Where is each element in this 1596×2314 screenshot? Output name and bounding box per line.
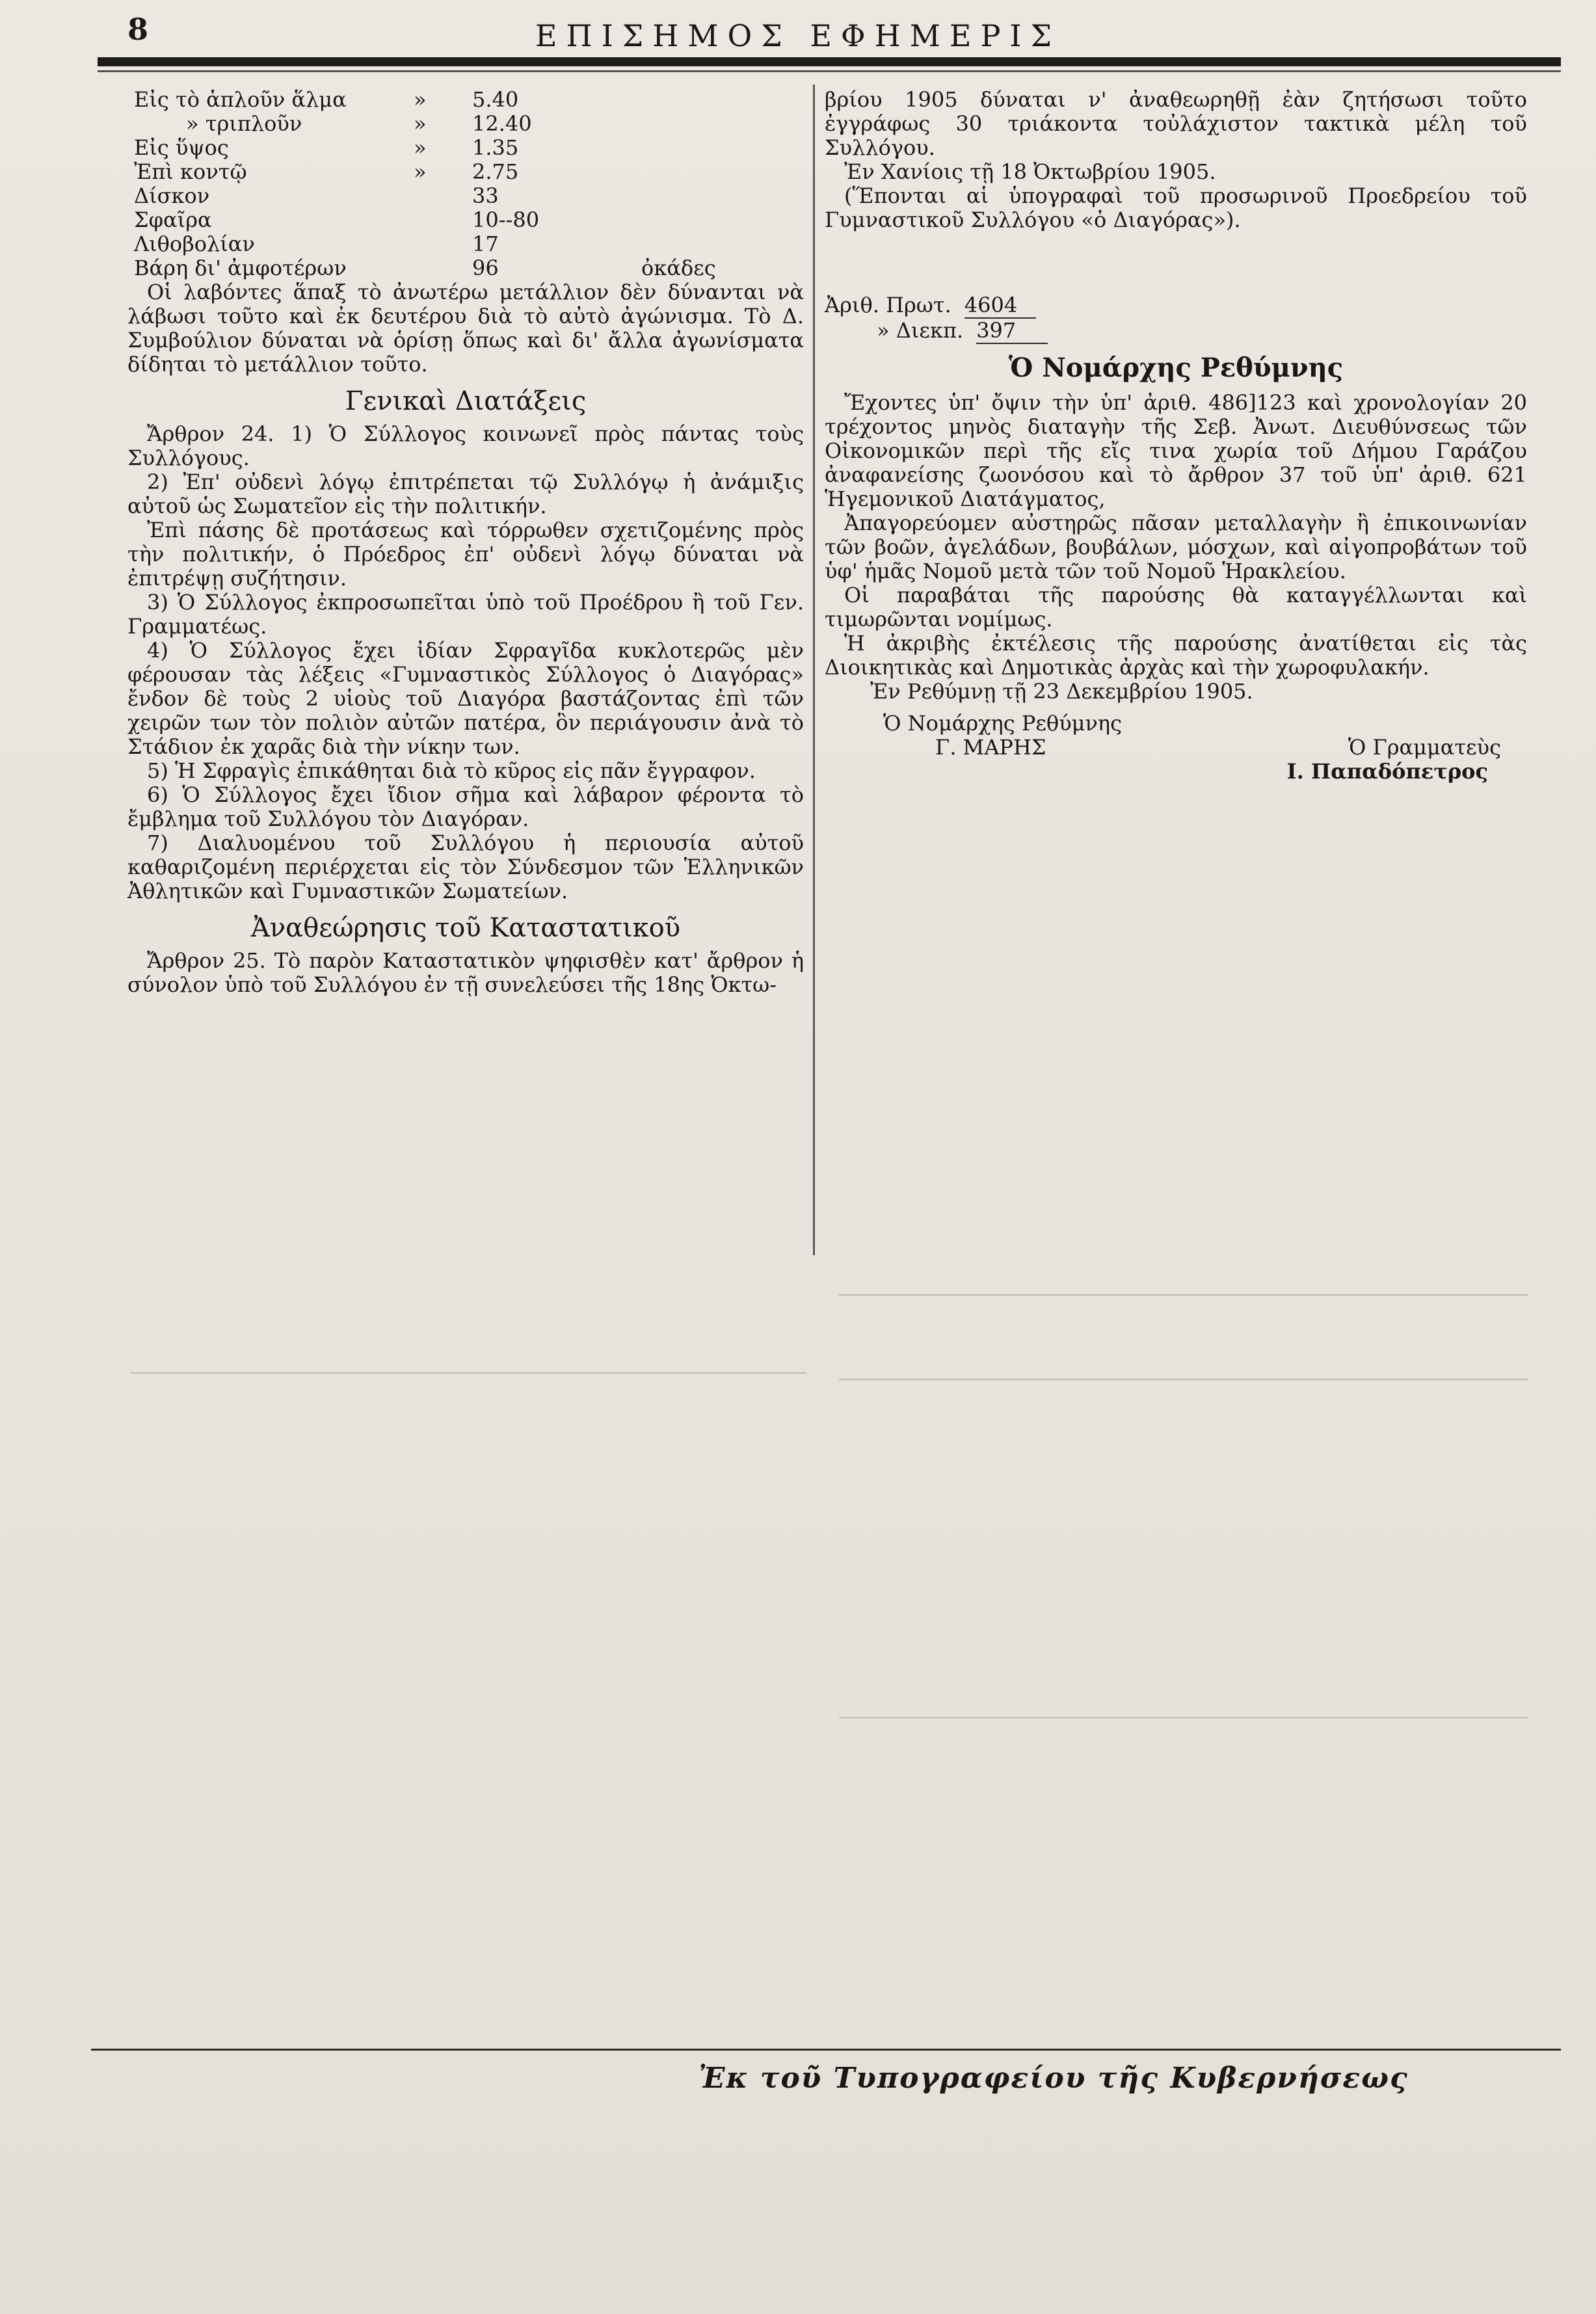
dispatch-number-label: » Διεκπ. [877, 318, 964, 343]
header-rule [98, 57, 1561, 66]
ditto-mark [414, 184, 472, 208]
protocol-number-label: Ἀριθ. Πρωτ. [825, 293, 951, 317]
article-24-clause-7: 7) Διαλυομένου τοῦ Συλλόγου ἡ περιουσία αὐτοῦ καθαριζομένη περιέρχεται εἰς τὸν Σύνδεσμον τῶν Ἑλληνικῶν Ἀθλητικῶν καὶ Γυμναστικῶν Σωματείων. [127, 831, 804, 903]
measurement-value: 10--80 [472, 207, 540, 232]
measurement-label: Ἐπὶ κοντῷ [134, 159, 247, 184]
execution-paragraph: Ἡ ἀκριβὴς ἐκτέλεσις τῆς παρούσης ἀνατίθεται εἰς τὰς Διοικητικὰς καὶ Δημοτικὰς ἀρχὰς καὶ τὴν χωροφυλακήν. [825, 631, 1527, 680]
ditto-mark: » [414, 159, 427, 184]
measurement-row [127, 88, 804, 112]
measurement-row [127, 232, 804, 256]
measurement-unit [641, 160, 771, 184]
column-divider [813, 85, 815, 1255]
right-column [825, 88, 1527, 784]
measurement-value: 2.75 [472, 159, 519, 184]
header-rule-thin [98, 70, 1561, 72]
measurement-label: Δίσκον [134, 183, 210, 208]
section-heading-general: Γενικαὶ Διατάξεις [345, 386, 587, 416]
measurement-label: Βάρη δι' ἀμφοτέρων [134, 256, 347, 280]
protocol-number-row [825, 293, 1527, 319]
article-24-clause-3: 3) Ὁ Σύλλογος ἐκπροσωπεῖται ὑπὸ τοῦ Προέδρου ἢ τοῦ Γεν. Γραμματέως. [127, 590, 804, 639]
measurement-unit [641, 112, 771, 136]
measurement-row [127, 256, 804, 280]
measurement-value: 96 [472, 256, 499, 280]
measurement-row [127, 208, 804, 232]
measurement-unit [641, 136, 771, 160]
dispatch-number-row [825, 319, 1527, 344]
protocol-number-value: 4604 [964, 293, 1036, 319]
nomarch-signature-title: Ὁ Νομάρχης Ρεθύμνης [883, 711, 1122, 736]
printer-imprint: Ἐκ τοῦ Τυπογραφείου τῆς Κυβερνήσεως [698, 2062, 1409, 2095]
dispatch-number-value: 397 [976, 319, 1048, 344]
bleed-through-rule [839, 1294, 1528, 1296]
winners-paragraph: Οἱ λαβόντες ἅπαξ τὸ ἀνωτέρω μετάλλιον δὲν δύνανται νὰ λάβωσι τοῦτο καὶ ἐκ δευτέρου διὰ τὸ αὐτὸ ἀγώνισμα. Τὸ Δ. Συμβούλιον δύναται νὰ ὁρίσῃ ὅπως καὶ δι' ἄλλα ἀγωνίσματα δίδηται τὸ μετάλλιον τοῦτο. [127, 280, 804, 377]
considering-paragraph: Ἔχοντες ὑπ' ὄψιν τὴν ὑπ' ἀριθ. 486]123 καὶ χρονολογίαν 20 τρέχοντος μηνὸς διαταγὴν τῆς Σεβ. Ἀνωτ. Διευθύνσεως τῶν Οἰκονομικῶν περὶ τῆς εἴς τινα χωρία τοῦ Δήμου Γαράζου ἀναφανείσης ζωονόσου καὶ τὸ ἄρθρον 37 τοῦ ὑπ' ἀριθ. 621 Ἡγεμονικοῦ Διατάγματος, [825, 390, 1527, 511]
prohibition-paragraph: Ἀπαγορεύομεν αὐστηρῶς πᾶσαν μεταλλαγὴν ἢ ἐπικοινωνίαν τῶν βοῶν, ἀγελάδων, βουβάλων, μόσχων, καὶ αἰγοπροβάτων τοῦ ὑφ' ἡμᾶς Νομοῦ μετὰ τῶν τοῦ Νομοῦ Ἡρακλείου. [825, 511, 1527, 583]
nomarch-heading: Ὁ Νομάρχης Ρεθύμνης [1008, 352, 1344, 383]
article-24-clause-6: 6) Ὁ Σύλλογος ἔχει ἴδιον σῆμα καὶ λάβαρον φέροντα τὸ ἔμβλημα τοῦ Συλλόγου τὸν Διαγόραν. [127, 782, 804, 831]
bleed-through-rule [839, 1717, 1528, 1718]
article-24-clause-1: Ἄρθρον 24. 1) Ὁ Σύλλογος κοινωνεῖ πρὸς πάντας τοὺς Συλλόγους. [127, 421, 804, 470]
reference-block [825, 293, 1527, 344]
measurement-label: Εἰς τὸ ἁπλοῦν ἅλμα [134, 87, 347, 112]
nomarch-signature-name: Γ. ΜΑΡΗΣ [935, 735, 1046, 760]
measurement-value: 33 [472, 183, 499, 208]
measurement-unit: ὀκάδες [641, 256, 716, 280]
ditto-mark [414, 208, 472, 232]
measurement-label: Λιθοβολίαν [134, 232, 255, 256]
article-25: Ἄρθρον 25. Τὸ παρὸν Καταστατικὸν ψηφισθὲν κατ' ἄρθρον ἡ σύνολον ὑπὸ τοῦ Συλλόγου ἐν τῇ συνελεύσει τῆς 18ης Ὀκτω- [127, 948, 804, 997]
measurement-label: Σφαῖρα [134, 207, 212, 232]
signatures-note: (Ἕπονται αἱ ὑπογραφαὶ τοῦ προσωρινοῦ Προεδρείου τοῦ Γυμναστικοῦ Συλλόγου «ὁ Διαγόρας»). [825, 183, 1527, 232]
secretary-name-row [825, 760, 1527, 784]
measurement-unit [641, 184, 771, 208]
measurements-table [127, 88, 804, 280]
signature-titles-row [825, 711, 1527, 736]
place-date-2: Ἐν Ρεθύμνῃ τῇ 23 Δεκεμβρίου 1905. [870, 679, 1253, 704]
measurement-value: 17 [472, 232, 499, 256]
measurement-value: 1.35 [472, 135, 519, 160]
measurement-value: 12.40 [472, 111, 532, 136]
left-column [127, 88, 804, 997]
place-date: Ἐν Χανίοις τῇ 18 Ὀκτωβρίου 1905. [844, 159, 1216, 184]
measurement-unit [641, 232, 771, 256]
ditto-mark: » [414, 111, 427, 136]
measurement-unit [641, 208, 771, 232]
secretary-name: Ι. Παπαδόπετρος [1286, 759, 1488, 784]
article-24-clause-5: 5) Ἡ Σφραγὶς ἐπικάθηται διὰ τὸ κῦρος εἰς πᾶν ἔγγραφον. [147, 758, 756, 783]
ditto-mark [414, 256, 472, 280]
measurement-label: Εἰς ὕψος [134, 135, 229, 160]
measurement-row [127, 184, 804, 208]
measurement-row [127, 112, 804, 136]
page-number: 8 [127, 12, 149, 47]
ditto-mark: » [414, 135, 427, 160]
measurement-label: » τριπλοῦν [186, 111, 302, 136]
measurement-row [127, 136, 804, 160]
bleed-through-rule [130, 1372, 806, 1374]
continued-paragraph: βρίου 1905 δύναται ν' ἀναθεωρηθῇ ἐὰν ζητήσωσι τοῦτο ἐγγράφως 30 τριάκοντα τοὐλάχιστον τακτικὰ μέλη τοῦ Συλλόγου. [825, 87, 1527, 160]
ditto-mark [414, 232, 472, 256]
bleed-through-rule [839, 1379, 1528, 1380]
measurement-row [127, 160, 804, 184]
article-24-clause-4: 4) Ὁ Σύλλογος ἔχει ἰδίαν Σφραγῖδα κυκλοτερῶς μὲν φέρουσαν τὰς λέξεις «Γυμναστικὸς Σύλλογος ὁ Διαγόρας» ἔνδον δὲ τοὺς 2 υἱοὺς τοῦ Διαγόρα βαστάζοντας ἐπὶ τῶν χειρῶν των τὸν πολιὸν αὐτῶν πατέρα, ὃν περιάγουσιν ἀνὰ τὸ Στάδιον ἐκ χαρᾶς διὰ τὴν νίκην των. [127, 638, 804, 759]
article-24-clause-2b: Ἐπὶ πάσης δὲ προτάσεως καὶ τόρρωθεν σχετιζομένης πρὸς τὴν πολιτικήν, ὁ Πρόεδρος ἐπ' οὐδενὶ λόγῳ δύναται νὰ ἐπιτρέψῃ συζήτησιν. [127, 518, 804, 591]
measurement-value: 5.40 [472, 87, 519, 112]
masthead-title: ΕΠΙΣΗΜΟΣ ΕΦΗΜΕΡΙΣ [535, 18, 1061, 53]
article-24-clause-2: 2) Ἐπ' οὐδενὶ λόγῳ ἐπιτρέπεται τῷ Συλλόγῳ ἡ ἀνάμιξις αὐτοῦ ὡς Σωματεῖον εἰς τὴν πολιτικήν. [127, 470, 804, 518]
measurement-unit [641, 88, 771, 112]
ditto-mark: » [414, 87, 427, 112]
violators-paragraph: Οἱ παραβάται τῆς παρούσης θὰ καταγγέλλωνται καὶ τιμωρῶνται νομίμως. [825, 583, 1527, 632]
secretary-title: Ὁ Γραμματεὺς [1348, 735, 1501, 760]
footer-rule [91, 2049, 1561, 2051]
section-heading-revision: Ἀναθεώρησις τοῦ Καταστατικοῦ [250, 913, 681, 943]
signature-names-row [825, 736, 1527, 760]
